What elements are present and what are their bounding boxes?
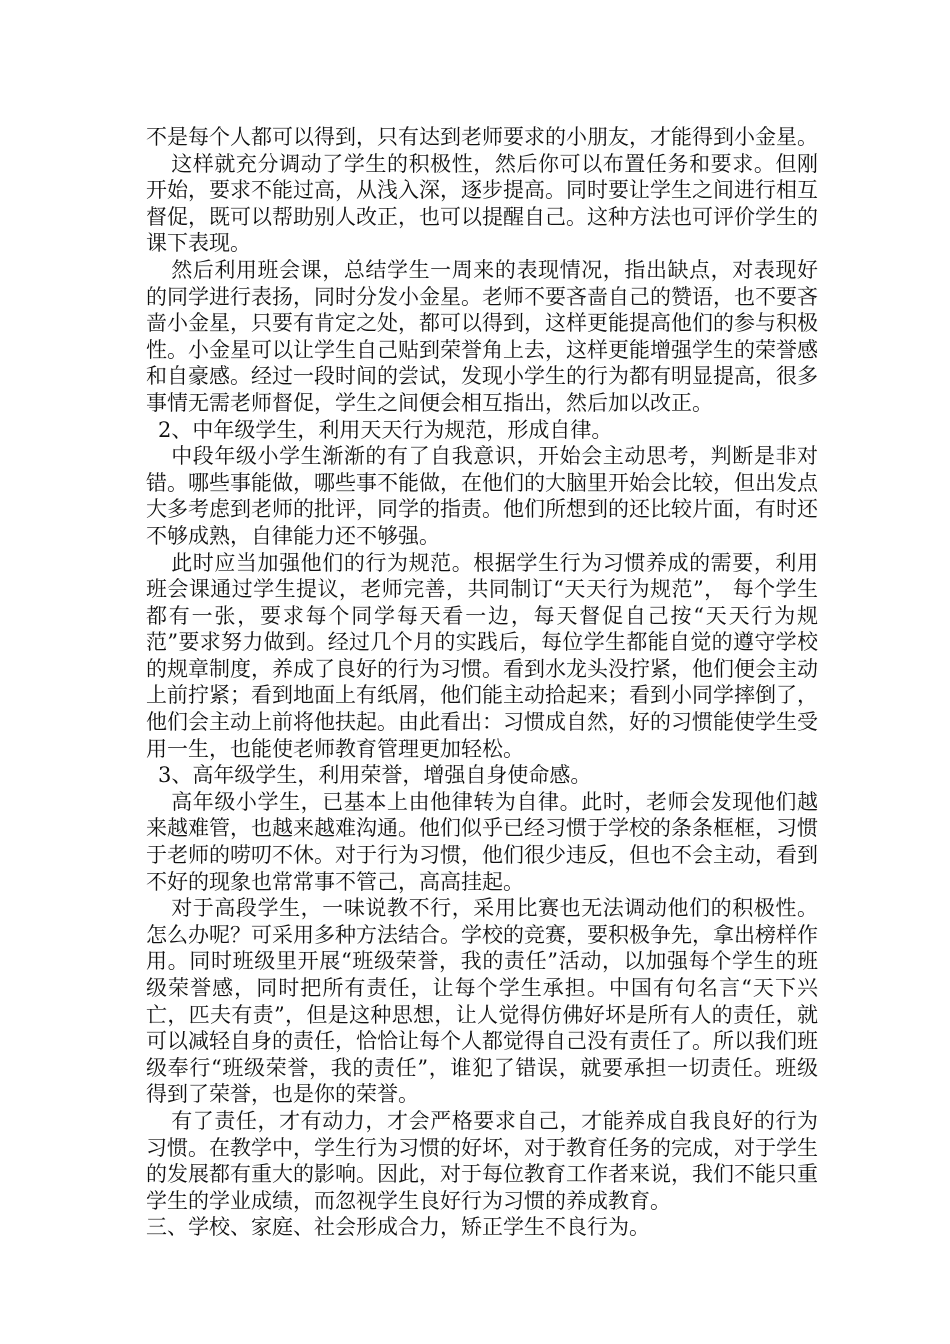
paragraph-responsibility: 有了责任，才有动力，才会严格要求自己，才能养成自我良好的行为习惯。在教学中，学生行为习惯的好坏，对于教育任务的完成，对于学生的发展都有重大的影响。因此，对于每位教育工作者来说，我们不能只重学生的学业成绩，而忽视学生良好行为习惯的养成教育。 — [146, 1108, 818, 1213]
paragraph-class-honor: 对于高段学生，一味说教不行，采用比赛也无法调动他们的积极性。怎么办呢？可采用多种方法结合。学校的竞赛，要积极争先，拿出榜样作用。同时班级里开展“班级荣誉，我的责任”活动，以加强每个学生的班级荣誉感，同时把所有责任，让每个学生承担。中国有句名言“天下兴亡，匹夫有责”，但是这种思想，让人觉得仿佛好坏是所有人的责任，就可以减轻自身的责任，恰恰让每个人都觉得自己没有责任了。所以我们班级奉行“班级荣誉，我的责任”，谁犯了错误，就要承担一切责任。班级得到了荣誉，也是你的荣誉。 — [146, 896, 818, 1107]
document-body — [146, 124, 818, 1241]
section-heading-joint-effort: 三、学校、家庭、社会形成合力，矫正学生不良行为。 — [146, 1215, 650, 1240]
paragraph-middle-grade-awareness: 中段年级小学生渐渐的有了自我意识，开始会主动思考，判断是非对错。哪些事能做，哪些事不能做，在他们的大脑里开始会比较，但出发点大多考虑到老师的批评，同学的指责。他们所想到的还比较片面，有时还不够成熟，自律能力还不够强。 — [146, 444, 818, 548]
section-heading-upper-grade: 3、高年级学生，利用荣誉，增强自身使命感。 — [158, 763, 592, 788]
paragraph-gold-star-intro: 不是每个人都可以得到，只有达到老师要求的小朋友，才能得到小金星。 — [146, 125, 818, 149]
paragraph-daily-norms: 此时应当加强他们的行为规范。根据学生行为习惯养成的需要，利用班会课通过学生提议，老师完善，共同制订“天天行为规范”， 每个学生都有一张，要求每个同学每天看一边，每天督促自己按“天天行为规范”要求努力做到。经过几个月的实践后，每位学生都能自觉的遵守学校的规章制度，养成了良好的行为习惯。看到水龙头没拧紧，他们便会主动上前拧紧；看到地面上有纸屑，他们能主动拾起来；看到小同学摔倒了，他们会主动上前将他扶起。由此看出：习惯成自然，好的习惯能使学生受用一生，也能使老师教育管理更加轻松。 — [146, 550, 818, 761]
paragraph-motivation: 这样就充分调动了学生的积极性，然后你可以布置任务和要求。但刚开始，要求不能过高，从浅入深，逐步提高。同时要让学生之间进行相互督促，既可以帮助别人改正，也可以提醒自己。这种方法也可评价学生的课下表现。 — [146, 151, 818, 256]
section-heading-middle-grade: 2、中年级学生，利用天天行为规范，形成自律。 — [158, 417, 613, 442]
paragraph-class-meeting: 然后利用班会课，总结学生一周来的表现情况，指出缺点，对表现好的同学进行表扬，同时分发小金星。老师不要吝啬自己的赞语，也不要吝啬小金星，只要有肯定之处，都可以得到，这样更能提高他们的参与积极性。小金星可以让学生自己贴到荣誉角上去，这样更能增强学生的荣誉感和自豪感。经过一段时间的尝试，发现小学生的行为都有明显提高，很多事情无需老师督促，学生之间便会相互指出，然后加以改正。 — [146, 257, 818, 415]
paragraph-upper-grade-autonomy: 高年级小学生，已基本上由他律转为自律。此时，老师会发现他们越来越难管，也越来越难沟通。他们似乎已经习惯于学校的条条框框，习惯于老师的唠叨不休。对于行为习惯，他们很少违反，但也不会主动，看到不好的现象也常常事不管己，高高挂起。 — [146, 789, 818, 894]
